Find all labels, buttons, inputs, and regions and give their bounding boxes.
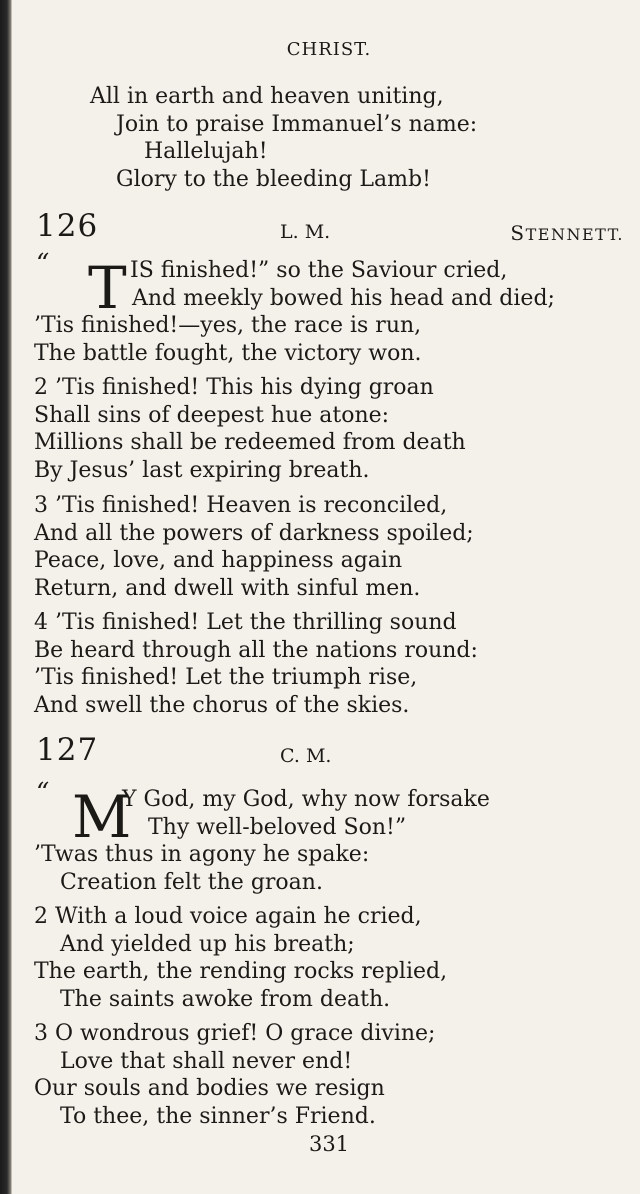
previous-hymn-closing-stanza [34, 83, 624, 193]
hymn-126-stanza-4 [34, 609, 624, 719]
hymn-number: 126 [36, 208, 99, 244]
verse-line: By Jesus’ last expiring breath. [34, 457, 370, 483]
verse-line: ’Tis finished!—yes, the race is run, [34, 313, 422, 338]
verse-line: And swell the chorus of the skies. [34, 692, 410, 718]
dropcap-letter: M [72, 783, 132, 851]
hymn-127-header [34, 732, 624, 773]
hymn-meter: C. M. [280, 745, 332, 767]
verse-line: The saints awoke from death. [60, 986, 391, 1012]
verse-line: 4 ’Tis finished! Let the thrilling sound [34, 610, 457, 635]
verse-line: IS finished!” so the Saviour cried, [130, 258, 508, 283]
verse-line: And meekly bowed his head and died; [132, 285, 555, 311]
book-spine-shadow [0, 0, 12, 1194]
dropcap-letter: T [88, 254, 127, 322]
verse-line: The earth, the rending rocks replied, [34, 959, 448, 984]
verse-line: Millions shall be redeemed from death [34, 430, 466, 455]
verse-line: Y God, my God, why now forsake [122, 787, 490, 812]
hymn-number: 127 [36, 732, 99, 768]
hymn-meter: L. M. [280, 221, 331, 243]
verse-line: Peace, love, and happiness again [34, 548, 403, 573]
verse-line: And yielded up his breath; [60, 931, 355, 957]
verse-line: Love that shall never end! [60, 1048, 353, 1074]
author-initial: S [510, 221, 526, 245]
verse-line: ’Twas thus in agony he spake: [34, 842, 370, 867]
hymn-126-stanza-1 [34, 249, 624, 367]
verse-line: All in earth and heaven uniting, [90, 84, 444, 109]
verse-line: Glory to the bleeding Lamb! [116, 166, 431, 192]
verse-line: Creation felt the groan. [60, 869, 323, 895]
verse-line: 2 With a loud voice again he cried, [34, 904, 422, 929]
hymn-126-header [34, 208, 624, 249]
verse-line: Join to praise Immanuel’s name: [116, 111, 478, 137]
verse-line: 3 O wondrous grief! O grace divine; [34, 1021, 436, 1046]
verse-line: ’Tis finished! Let the triumph rise, [34, 665, 418, 690]
hymn-126-stanza-2 [34, 374, 624, 484]
dropcap-opening [34, 778, 624, 851]
verse-line: Our souls and bodies we resign [34, 1076, 385, 1101]
page-number: 331 [308, 1132, 350, 1156]
verse-line: 3 ’Tis finished! Heaven is reconciled, [34, 493, 448, 518]
opening-quote: “ [36, 778, 50, 808]
hymn-127-stanza-3 [34, 1020, 624, 1130]
verse-line: The battle fought, the victory won. [34, 340, 422, 366]
verse-line: To thee, the sinner’s Friend. [60, 1103, 376, 1129]
running-head: CHRIST. [286, 39, 372, 60]
author-rest: TENNETT. [525, 225, 624, 244]
verse-line: Shall sins of deepest hue atone: [34, 402, 390, 428]
hymn-127-stanza-1 [34, 778, 624, 896]
hymn-author [510, 220, 624, 249]
hymn-127-stanza-2 [34, 903, 624, 1013]
verse-line: Return, and dwell with sinful men. [34, 575, 421, 601]
hymnal-page [34, 0, 624, 1194]
verse-line: Be heard through all the nations round: [34, 637, 478, 663]
verse-line: Hallelujah! [144, 139, 268, 164]
dropcap-opening [34, 249, 624, 322]
verse-line: Thy well-beloved Son!” [148, 814, 407, 840]
hymn-126-stanza-3 [34, 492, 624, 602]
verse-line: 2 ’Tis finished! This his dying groan [34, 375, 434, 400]
opening-quote: “ [36, 249, 50, 279]
verse-line: And all the powers of darkness spoiled; [34, 520, 474, 546]
